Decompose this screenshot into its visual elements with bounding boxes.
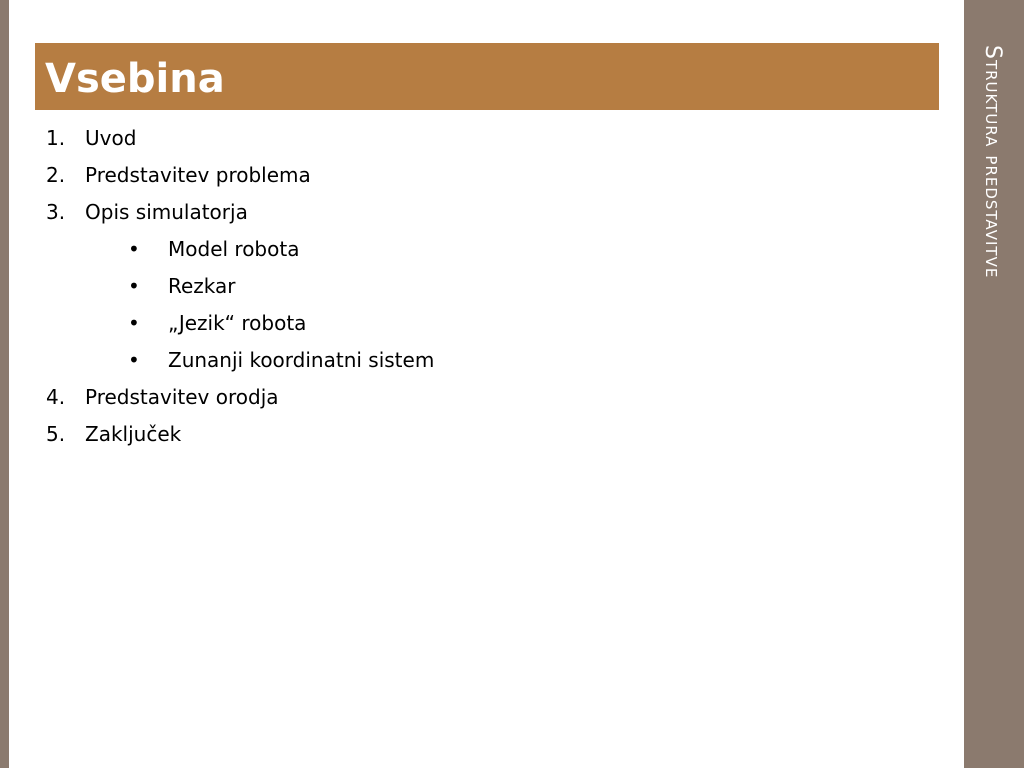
side-title: Struktura predstavitve bbox=[980, 45, 1005, 279]
left-accent-strip bbox=[0, 0, 9, 768]
outline-item bbox=[46, 123, 926, 160]
bullet-icon: • bbox=[128, 237, 140, 261]
bullet-icon: • bbox=[128, 348, 140, 372]
outline-subitem bbox=[46, 308, 926, 345]
item-text: Predstavitev orodja bbox=[85, 385, 279, 409]
item-number: 4. bbox=[46, 385, 66, 409]
item-text: „Jezik“ robota bbox=[168, 311, 307, 335]
outline-item bbox=[46, 419, 926, 456]
outline-subitem bbox=[46, 271, 926, 308]
bullet-icon: • bbox=[128, 274, 140, 298]
item-text: Predstavitev problema bbox=[85, 163, 311, 187]
outline-item bbox=[46, 197, 926, 234]
item-text: Opis simulatorja bbox=[85, 200, 248, 224]
item-text: Zaključek bbox=[85, 422, 182, 446]
slide-title: Vsebina bbox=[45, 55, 225, 102]
item-text: Uvod bbox=[85, 126, 137, 150]
item-number: 5. bbox=[46, 422, 66, 446]
item-number: 2. bbox=[46, 163, 66, 187]
item-text: Zunanji koordinatni sistem bbox=[168, 348, 435, 372]
outline-list bbox=[46, 123, 926, 456]
outline-subitem bbox=[46, 234, 926, 271]
item-text: Rezkar bbox=[168, 274, 236, 298]
outline-subitem bbox=[46, 345, 926, 382]
outline-item bbox=[46, 160, 926, 197]
outline-item bbox=[46, 382, 926, 419]
item-text: Model robota bbox=[168, 237, 300, 261]
item-number: 3. bbox=[46, 200, 66, 224]
bullet-icon: • bbox=[128, 311, 140, 335]
title-bar bbox=[35, 43, 939, 110]
item-number: 1. bbox=[46, 126, 66, 150]
